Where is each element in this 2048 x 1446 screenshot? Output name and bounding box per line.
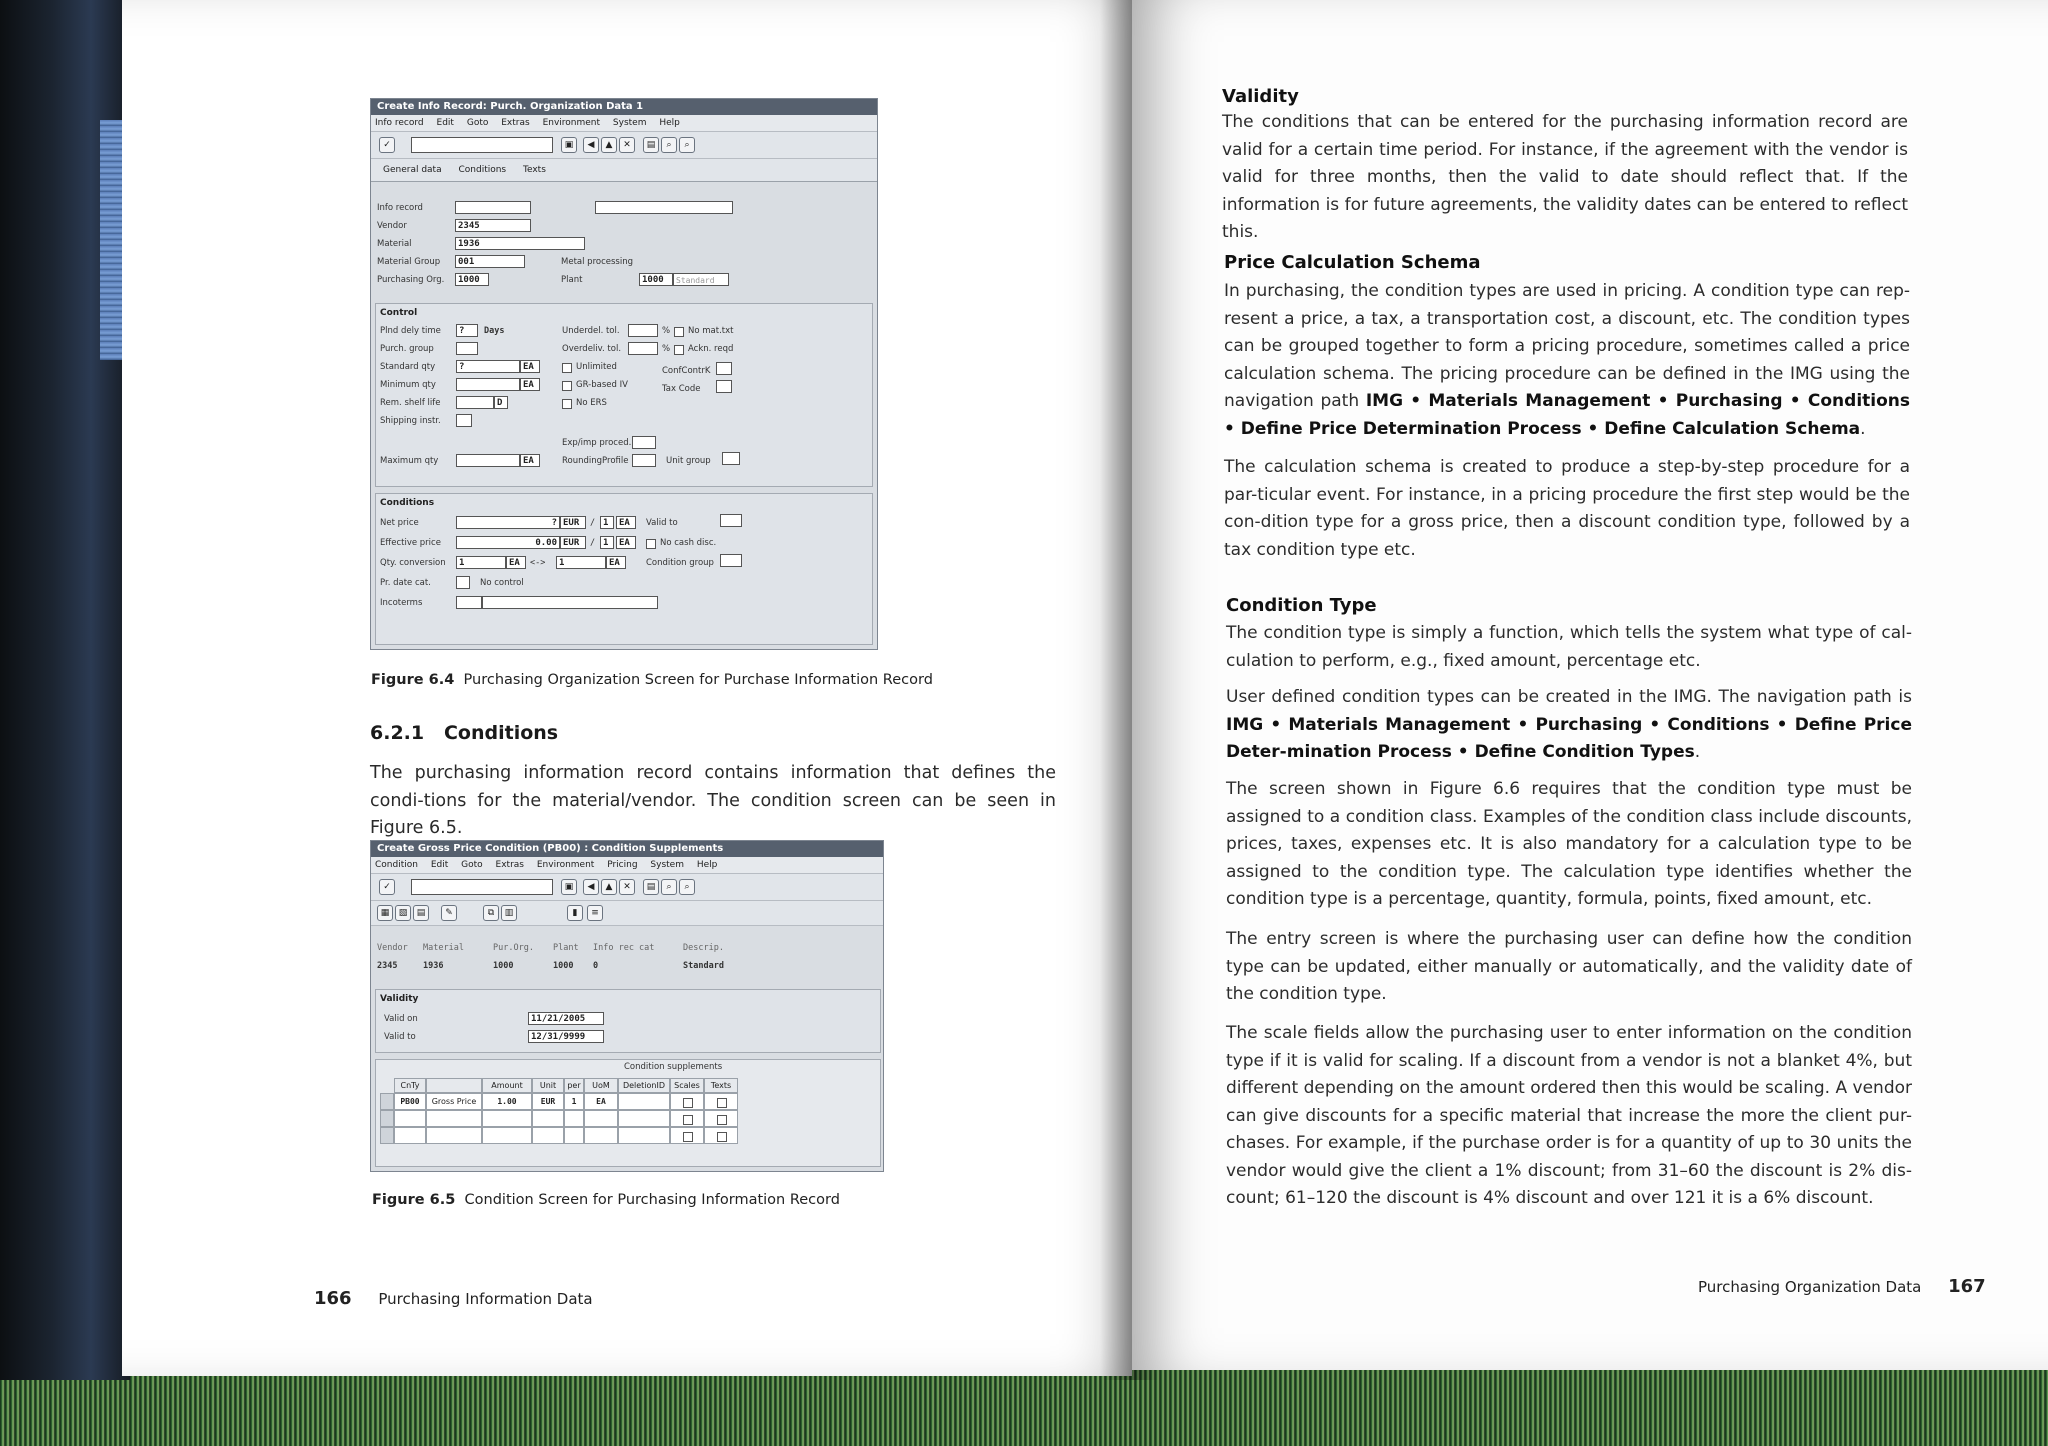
pind-dely-field[interactable]: ?: [456, 324, 478, 337]
cell-amount[interactable]: 1.00: [482, 1093, 532, 1110]
find-icon[interactable]: ⌕: [661, 137, 677, 153]
menu-goto-6-5[interactable]: Goto: [461, 860, 483, 870]
cell-scales[interactable]: [670, 1110, 704, 1127]
tax-code-field[interactable]: [716, 380, 732, 393]
cell-desc: Gross Price: [426, 1093, 482, 1110]
maximum-unit-field[interactable]: EA: [520, 454, 540, 467]
left-running-title: Purchasing Information Data: [378, 1290, 593, 1308]
valid-to-label: Valid to: [646, 518, 678, 528]
col-header-unit: Unit: [532, 1078, 564, 1093]
conf-ctrl-field[interactable]: [716, 362, 732, 375]
pind-dely-label: Plnd dely time: [380, 326, 441, 336]
key-header-plant: Plant: [553, 943, 579, 953]
app-toolbar-6-5: [371, 901, 883, 926]
incoterms-label: Incoterms: [380, 598, 423, 608]
save-icon[interactable]: ▣: [561, 879, 577, 895]
qty-conversion-label: Qty. conversion: [380, 558, 446, 568]
maximum-qty-field[interactable]: [456, 454, 520, 467]
back-icon[interactable]: ◀: [583, 137, 599, 153]
menu-environment[interactable]: Environment: [542, 118, 601, 128]
qty-from-field[interactable]: 1: [456, 556, 506, 569]
unlimited-checkbox[interactable]: [562, 363, 572, 373]
qty-to-field[interactable]: 1: [556, 556, 606, 569]
cell-scales[interactable]: [670, 1093, 704, 1110]
condition-type-text: User defined condition types can be created in the IMG. The navigation path is: [1226, 687, 1912, 707]
menu-edit[interactable]: Edit: [436, 118, 454, 128]
no-control-label: No control: [480, 578, 524, 588]
enter-icon[interactable]: ✓: [379, 137, 395, 153]
ackn-reqd-label: Ackn. reqd: [688, 344, 734, 354]
cell-per[interactable]: 1: [564, 1093, 584, 1110]
left-page-number: 166: [314, 1288, 352, 1309]
condition-type-body3: The screen shown in Figure 6.6 requires that the condition type must be assigned to a condition class. Examples of the condition class include discounts, prices, taxes, expenses etc. It is also mandatory for a calculation type to be assigned to the condition type. The calculation type identifies whether the condition type is a percentage, quantity, formula, points, fixed amount, etc.: [1226, 779, 1912, 909]
texts-checkbox[interactable]: [717, 1132, 727, 1142]
rem-shelf-unit-field[interactable]: D: [494, 396, 508, 409]
conditions-title: Conditions: [380, 498, 435, 508]
underdel-percent: %: [662, 326, 671, 336]
figure-6-5-caption: [372, 1192, 840, 1208]
unit-group-label: Unit group: [666, 456, 711, 466]
condition-type-body1: The condition type is simply a function, which tells the system what type of cal-culation to perform, e.g., fixed amount, percentage etc.: [1226, 623, 1912, 671]
tab-general-data[interactable]: General data: [383, 165, 442, 175]
figure-6-4-text: Purchasing Organization Screen for Purchase Information Record: [463, 672, 933, 688]
material-group-desc: Metal processing: [561, 257, 633, 267]
cell-empty[interactable]: [394, 1127, 426, 1144]
right-page: [1132, 0, 2048, 1370]
cell-empty: [426, 1110, 482, 1127]
price-calc-text: In purchasing, the condition types are used in pricing. A condition type can rep-resent a price, a tax, a transportation cost, a discount, etc. The condition types can be grouped together to form a pricing procedure, sometimes called a price calculation schema. The pricing procedure can be defined in the IMG using the navigation path: [1224, 281, 1910, 411]
standard-qty-label: Standard qty: [380, 362, 436, 372]
cancel-icon[interactable]: ✕: [619, 879, 635, 895]
minimum-unit-field[interactable]: EA: [520, 378, 540, 391]
cell-empty[interactable]: [532, 1110, 564, 1127]
menu-goto[interactable]: Goto: [466, 118, 489, 128]
menu-info-record[interactable]: Info record: [375, 118, 424, 128]
valid-to-field[interactable]: [720, 514, 742, 527]
rem-shelf-label: Rem. shelf life: [380, 398, 441, 408]
vendor-label: Vendor: [377, 221, 407, 231]
eff-slash: /: [590, 538, 596, 548]
no-cash-disc-label: No cash disc.: [660, 538, 717, 548]
key-header-material: Material: [423, 943, 464, 953]
eff-unit-field: EA: [616, 536, 636, 549]
price-calc-body: [1224, 278, 1910, 443]
key-header-pur-org: Pur.Org.: [493, 943, 534, 953]
overview-icon[interactable]: ▦: [377, 905, 393, 921]
window-title-6-5: Create Gross Price Condition (PB00) : Condition Supplements: [371, 841, 883, 857]
condition-type-heading: Condition Type: [1226, 595, 1377, 616]
plant-field[interactable]: 1000: [639, 273, 673, 286]
delete-icon[interactable]: ▥: [501, 905, 517, 921]
section-number: 6.2.1: [370, 722, 425, 744]
cell-deletionid[interactable]: [618, 1093, 670, 1110]
no-ers-checkbox[interactable]: [562, 399, 572, 409]
standard-qty-field[interactable]: ?: [456, 360, 520, 373]
key-header-info-rec-cat: Info rec cat: [593, 943, 655, 953]
edit-icon[interactable]: ✎: [441, 905, 457, 921]
no-cash-disc-checkbox[interactable]: [646, 539, 656, 549]
material-label: Material: [377, 239, 412, 249]
save-icon[interactable]: ▣: [561, 137, 577, 153]
find-next-icon[interactable]: ⌕: [679, 137, 695, 153]
print-icon[interactable]: ▤: [643, 137, 659, 153]
valid-on-field[interactable]: 11/21/2005: [528, 1012, 604, 1025]
valid-on-label: Valid on: [384, 1014, 418, 1024]
info-record-desc-field: [595, 201, 733, 214]
find-next-icon[interactable]: ⌕: [679, 879, 695, 895]
col-header-per: per: [564, 1078, 584, 1093]
eff-currency-field: EUR: [560, 536, 586, 549]
net-price-field[interactable]: ?: [456, 516, 560, 529]
table-icon[interactable]: ▤: [413, 905, 429, 921]
net-price-label: Net price: [380, 518, 419, 528]
key-header-vendor: Vendor: [377, 943, 408, 953]
info-record-field[interactable]: [455, 201, 531, 214]
key-value-pur-org: 1000: [493, 961, 514, 971]
key-header-descrip: Descrip.: [683, 943, 724, 953]
cell-texts[interactable]: [704, 1110, 738, 1127]
purch-group-field[interactable]: [456, 342, 478, 355]
tab-conditions[interactable]: Conditions: [458, 165, 507, 175]
cell-texts[interactable]: [704, 1127, 738, 1144]
menu-extras-6-5[interactable]: Extras: [495, 860, 524, 870]
underdel-tol-label: Underdel. tol.: [562, 326, 620, 336]
col-header-deletionid: DeletionID: [618, 1078, 670, 1093]
print-icon[interactable]: ▤: [643, 879, 659, 895]
price-calc-end: .: [1860, 418, 1866, 439]
rem-shelf-field[interactable]: [456, 396, 494, 409]
cell-empty[interactable]: [394, 1110, 426, 1127]
figure-6-4-screen: [370, 98, 878, 650]
vendor-field[interactable]: 2345: [455, 219, 531, 232]
menu-bar-6-5: [371, 857, 883, 874]
plant-desc-field: Standard: [673, 273, 729, 286]
menu-help-6-5[interactable]: Help: [696, 860, 718, 870]
net-unit-field[interactable]: EA: [616, 516, 636, 529]
material-group-field[interactable]: 001: [455, 255, 525, 268]
back-icon[interactable]: ◀: [583, 879, 599, 895]
net-currency-field[interactable]: EUR: [560, 516, 586, 529]
right-page-number: 167: [1948, 1276, 1986, 1297]
material-group-label: Material Group: [377, 257, 441, 267]
validity-group: [375, 989, 881, 1053]
purch-org-field[interactable]: 1000: [455, 273, 489, 286]
validity-heading: Validity: [1222, 86, 1299, 107]
no-ers-label: No ERS: [576, 398, 607, 408]
qty-arrow: <->: [530, 558, 546, 568]
texts-checkbox[interactable]: [717, 1115, 727, 1125]
menu-condition[interactable]: Condition: [375, 860, 418, 870]
plant-label: Plant: [561, 275, 583, 285]
figure-6-4-caption: [371, 672, 933, 688]
cell-empty[interactable]: [584, 1110, 618, 1127]
condition-group-label: Condition group: [646, 558, 714, 568]
control-group: [375, 303, 873, 487]
window-title: Create Info Record: Purch. Organization Data 1: [371, 99, 877, 115]
enter-icon[interactable]: ✓: [379, 879, 395, 895]
command-field[interactable]: [411, 137, 553, 153]
pr-date-cat-label: Pr. date cat.: [380, 578, 431, 588]
cell-empty[interactable]: [618, 1127, 670, 1144]
figure-6-5-label: Figure 6.5: [372, 1192, 456, 1208]
cell-unit[interactable]: EUR: [532, 1093, 564, 1110]
control-title: Control: [380, 308, 418, 318]
toolbar-6-5: [371, 874, 883, 901]
qty-from-unit-field[interactable]: EA: [506, 556, 526, 569]
days-label: Days: [484, 326, 505, 336]
condition-type-body2: [1226, 684, 1912, 767]
row-selector[interactable]: [380, 1110, 394, 1127]
qty-to-unit-field[interactable]: EA: [606, 556, 626, 569]
overdeliv-percent: %: [662, 344, 671, 354]
maximum-qty-label: Maximum qty: [380, 456, 439, 466]
valid-to-label-6-5: Valid to: [384, 1032, 416, 1042]
condition-type-end: .: [1694, 742, 1701, 762]
no-mat-txt-label: No mat.txt: [688, 326, 734, 336]
supplements-title: Condition supplements: [624, 1062, 723, 1072]
figure-6-5-text: Condition Screen for Purchasing Information Record: [464, 1192, 840, 1208]
figure-6-5-screen: [370, 840, 884, 1172]
menu-extras[interactable]: Extras: [501, 118, 530, 128]
key-value-descrip: Standard: [683, 961, 724, 971]
cell-empty: [426, 1127, 482, 1144]
effective-price-field: 0.00: [456, 536, 560, 549]
cancel-icon[interactable]: ✕: [619, 137, 635, 153]
price-calc-heading: Price Calculation Schema: [1224, 252, 1481, 273]
purch-org-label: Purchasing Org.: [377, 275, 445, 285]
left-folio: [314, 1288, 593, 1309]
scales-checkbox[interactable]: [683, 1098, 693, 1108]
pr-date-cat-field[interactable]: [456, 576, 470, 589]
scales-icon[interactable]: ≡: [587, 905, 603, 921]
incoterms-field[interactable]: [456, 596, 482, 609]
col-header-desc: [426, 1078, 482, 1093]
info-icon[interactable]: ▮: [567, 905, 583, 921]
col-header-uom: UoM: [584, 1078, 618, 1093]
col-header-scales: Scales: [670, 1078, 704, 1093]
section-heading: [370, 722, 558, 744]
scales-checkbox[interactable]: [683, 1115, 693, 1125]
row-selector[interactable]: [380, 1127, 394, 1144]
menu-system[interactable]: System: [612, 118, 647, 128]
tab-strip: [371, 159, 877, 182]
cell-cnty[interactable]: PB00: [394, 1093, 426, 1110]
condition-group-field[interactable]: [720, 554, 742, 567]
gr-based-iv-checkbox[interactable]: [562, 381, 572, 391]
row-selector[interactable]: [380, 1093, 394, 1110]
exp-imp-label: Exp/imp proced.: [562, 438, 632, 448]
info-record-label: Info record: [377, 203, 423, 213]
menu-environment-6-5[interactable]: Environment: [536, 860, 595, 870]
texts-checkbox[interactable]: [717, 1098, 727, 1108]
tab-texts[interactable]: Texts: [523, 165, 546, 175]
menu-edit-6-5[interactable]: Edit: [430, 860, 449, 870]
section-body: The purchasing information record contains information that defines the condi-tions for the material/vendor. The condition screen can be seen in Figure 6.5.: [370, 763, 1056, 838]
rounding-profile-label: RoundingProfile: [562, 456, 629, 466]
cell-empty[interactable]: [564, 1110, 584, 1127]
col-header-amount: Amount: [482, 1078, 532, 1093]
right-folio: [1698, 1276, 1986, 1297]
cell-empty[interactable]: [532, 1127, 564, 1144]
cell-empty[interactable]: [482, 1127, 532, 1144]
cell-scales[interactable]: [670, 1127, 704, 1144]
standard-unit-field[interactable]: EA: [520, 360, 540, 373]
left-page: [122, 0, 1132, 1376]
cell-empty[interactable]: [584, 1127, 618, 1144]
overdeliv-tol-label: Overdeliv. tol.: [562, 344, 622, 354]
unlimited-label: Unlimited: [576, 362, 617, 372]
cell-texts[interactable]: [704, 1093, 738, 1110]
material-field[interactable]: 1936: [455, 237, 585, 250]
valid-to-field-6-5[interactable]: 12/31/9999: [528, 1030, 604, 1043]
shipping-instr-label: Shipping instr.: [380, 416, 441, 426]
cell-empty[interactable]: [564, 1127, 584, 1144]
figure-6-4-label: Figure 6.4: [371, 672, 455, 688]
minimum-qty-field[interactable]: [456, 378, 520, 391]
condition-type-path: IMG • Materials Management • Purchasing • Conditions • Define Price Deter-mination Process • Define Condition Types: [1226, 714, 1912, 762]
cell-empty[interactable]: [618, 1110, 670, 1127]
key-value-plant: 1000: [553, 961, 574, 971]
validity-title: Validity: [380, 994, 419, 1004]
right-running-title: Purchasing Organization Data: [1698, 1278, 1922, 1296]
purch-group-label: Purch. group: [380, 344, 434, 354]
exp-imp-field[interactable]: [632, 436, 656, 449]
menu-bar: [371, 115, 877, 132]
shipping-instr-field[interactable]: [456, 414, 472, 427]
unit-group-field[interactable]: [722, 452, 740, 465]
minimum-qty-label: Minimum qty: [380, 380, 436, 390]
exit-icon[interactable]: ▲: [601, 137, 617, 153]
incoterms-desc-field[interactable]: [482, 596, 658, 609]
calc-schema-body: The calculation schema is created to produce a step-by-step procedure for a par-ticular event. For instance, in a pricing procedure the first step would be the con-dition type for a gross price, then a discount condition type, followed by a tax condition type etc.: [1224, 457, 1910, 560]
cell-uom[interactable]: EA: [584, 1093, 618, 1110]
exit-icon[interactable]: ▲: [601, 879, 617, 895]
col-header-cnty: CnTy: [394, 1078, 426, 1093]
details-icon[interactable]: ▧: [395, 905, 411, 921]
condition-type-body4: The entry screen is where the purchasing user can define how the condition type can be updated, either manually or automatically, and the validity date of the condition type.: [1226, 929, 1912, 1004]
find-icon[interactable]: ⌕: [661, 879, 677, 895]
overdeliv-tol-field[interactable]: [628, 342, 658, 355]
menu-system-6-5[interactable]: System: [650, 860, 684, 870]
menu-help[interactable]: Help: [659, 118, 680, 128]
condition-type-body5: The scale fields allow the purchasing user to enter information on the condition type if it is valid for scaling. If a discount from a vendor is not a blanket 4%, but different depending on the amount ordered then this would be scaling. A vendor can give discounts for a specific material that increase the more the client pur-chases. For example, if the purchase order is for a quantity of up to 30 units the vendor would give the client a 1% discount; from 31–60 the discount is 2% dis-count; 61–120 the discount is 4% discount and over 121 it is a 6% discount.: [1226, 1023, 1912, 1208]
ackn-reqd-checkbox[interactable]: [674, 345, 684, 355]
net-per-field[interactable]: 1: [600, 516, 614, 529]
gr-based-iv-label: GR-based IV: [576, 380, 628, 390]
rounding-profile-field[interactable]: [632, 454, 656, 467]
conf-ctrl-label: ConfContrK: [662, 366, 711, 376]
scales-checkbox[interactable]: [683, 1132, 693, 1142]
col-header-texts: Texts: [704, 1078, 738, 1093]
no-mat-txt-checkbox[interactable]: [674, 327, 684, 337]
underdel-tol-field[interactable]: [628, 324, 658, 337]
price-calc-path: IMG • Materials Management • Purchasing • Conditions • Define Price Determination Process • Define Calculation Schema: [1224, 391, 1910, 439]
validity-body: The conditions that can be entered for the purchasing information record are valid for a certain time period. For instance, if the agreement with the vendor is valid for three months, then the valid to date should reflect that. If the information is for future agreements, the validity dates can be entered to reflect this.: [1222, 112, 1908, 242]
condition-supplements-group: [375, 1059, 881, 1167]
tax-code-label: Tax Code: [662, 384, 701, 394]
toolbar: [371, 132, 877, 159]
net-slash: /: [590, 518, 596, 528]
section-title: Conditions: [443, 722, 559, 744]
cell-empty[interactable]: [482, 1110, 532, 1127]
command-field[interactable]: [411, 879, 553, 895]
key-value-vendor: 2345: [377, 961, 398, 971]
eff-per-field: 1: [600, 536, 614, 549]
copy-icon[interactable]: ⧉: [483, 905, 499, 921]
effective-price-label: Effective price: [380, 538, 441, 548]
menu-pricing[interactable]: Pricing: [607, 860, 638, 870]
conditions-group: [375, 493, 873, 645]
key-value-material: 1936: [423, 961, 444, 971]
key-value-info-rec-cat: 0: [593, 961, 599, 971]
